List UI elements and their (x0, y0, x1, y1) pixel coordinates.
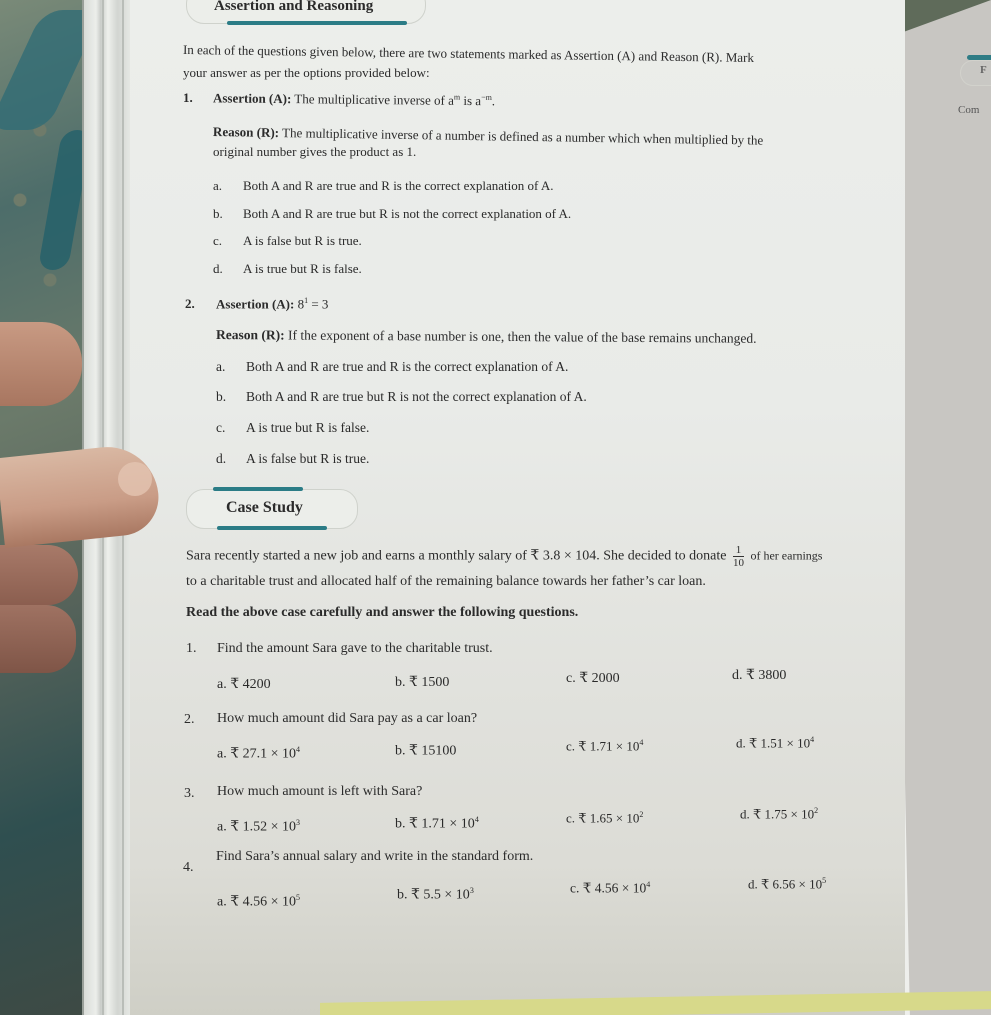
hand-finger (0, 322, 82, 406)
option-value: ₹ 1.75 × 10 (753, 806, 815, 822)
assertion-text: The multiplicative inverse of a (294, 91, 454, 108)
option-text: Both A and R are true but R is not the correct explanation of A. (243, 206, 572, 221)
option-value: ₹ 1.52 × 10 (230, 819, 297, 835)
thumb-nail (118, 462, 152, 496)
instructions-line-1: In each of the questions given below, there are two statements marked as Assertion (A) and Reason (R). Mark (182, 42, 755, 65)
option-label: b. (213, 206, 223, 221)
option-value: ₹ 1.71 × 10 (578, 738, 640, 754)
case-paragraph-text: Sara recently started a new job and earns a monthly salary of ₹ 3.8 × 104. She decided to donate (186, 548, 727, 564)
hand-finger (0, 605, 76, 673)
option-label: d. (216, 451, 227, 466)
option-label: d. (748, 876, 758, 892)
case-question-1-number: 1. (186, 641, 197, 656)
option-exponent: 5 (822, 876, 827, 885)
case-q4-option-c[interactable] (570, 880, 650, 897)
option-value: ₹ 1.65 × 10 (578, 810, 640, 826)
case-q3-option-b[interactable] (395, 815, 479, 833)
case-q3-option-d[interactable] (740, 806, 818, 822)
assertion-base: 8 (297, 296, 305, 312)
option-exponent: 3 (296, 818, 301, 827)
right-page-partial-text: Com (958, 104, 980, 116)
option-value: ₹ 4.56 × 10 (582, 880, 647, 896)
option-label: a. (217, 677, 227, 692)
option-text: A is true but R is false. (246, 420, 370, 435)
assertion-label: Assertion (A): (212, 90, 292, 107)
option-value: ₹ 1.51 × 10 (749, 735, 811, 751)
option-label: d. (736, 735, 746, 751)
ar-question-2-number: 2. (185, 296, 195, 311)
assertion-label: Assertion (A): (216, 296, 295, 312)
option-label: b. (216, 389, 227, 404)
assertion-end: . (491, 93, 496, 109)
option-value: ₹ 4200 (230, 677, 271, 692)
option-text: A is false but R is true. (246, 451, 370, 466)
ar-question-2-assertion (216, 296, 328, 312)
ar-q2-option-a[interactable] (216, 359, 568, 375)
case-paragraph-text: of her earnings (750, 548, 823, 563)
ar-q1-option-d[interactable] (213, 261, 362, 277)
option-label: c. (566, 738, 576, 754)
fraction-one-tenth (733, 544, 744, 569)
option-label: a. (217, 819, 227, 835)
case-q4-option-b[interactable] (397, 886, 474, 904)
instructions-line-2: your answer as per the options provided below: (183, 65, 430, 80)
option-label: a. (217, 894, 227, 910)
ar-q1-option-c[interactable] (213, 233, 362, 249)
case-q1-option-c[interactable] (566, 670, 620, 687)
option-label: b. (397, 887, 408, 903)
case-question-2-number: 2. (184, 712, 195, 727)
option-value: ₹ 27.1 × 10 (230, 746, 297, 762)
option-text: Both A and R are true but R is not the correct explanation of A. (246, 389, 587, 404)
assertion-exponent: 1 (304, 296, 309, 305)
option-exponent: 4 (474, 815, 479, 824)
case-q2-option-c[interactable] (566, 738, 643, 754)
case-q1-option-a[interactable] (217, 676, 271, 693)
option-exponent: 3 (469, 886, 474, 895)
option-label: c. (570, 880, 580, 896)
option-text: A is false but R is true. (243, 233, 362, 248)
option-exponent: 4 (296, 745, 301, 754)
option-label: c. (216, 420, 226, 435)
option-label: d. (740, 806, 750, 822)
case-paragraph-line-1 (186, 544, 822, 569)
hand-finger (0, 545, 78, 605)
option-label: b. (395, 743, 406, 759)
ar-question-1-number: 1. (183, 90, 193, 105)
case-question-3-text: How much amount is left with Sara? (217, 784, 423, 799)
option-exponent: 4 (646, 880, 651, 889)
assertion-exponent: m (453, 92, 461, 102)
option-value: ₹ 15100 (409, 743, 457, 759)
option-label: b. (395, 816, 406, 832)
case-question-3-number: 3. (184, 786, 195, 801)
option-value: ₹ 1.71 × 10 (409, 816, 475, 832)
option-value: ₹ 4.56 × 10 (230, 894, 297, 910)
reason-text: The multiplicative inverse of a number is defined as a number which when multiplied by the (281, 125, 764, 148)
case-question-2-text: How much amount did Sara pay as a car loan? (217, 711, 478, 726)
assertion-mid: is a (460, 92, 482, 109)
ar-question-1-assertion (213, 90, 495, 109)
option-exponent: 2 (639, 810, 644, 819)
ar-q2-option-b[interactable] (216, 389, 587, 405)
case-question-1-text: Find the amount Sara gave to the charitable trust. (217, 641, 493, 656)
fraction-denominator: 10 (732, 557, 744, 569)
case-q2-option-d[interactable] (736, 735, 814, 751)
option-exponent: 4 (639, 738, 644, 747)
case-q1-option-b[interactable] (395, 674, 449, 691)
ar-q1-option-a[interactable] (213, 178, 553, 194)
assertion-rest: = 3 (308, 296, 329, 312)
option-text: A is true but R is false. (243, 261, 362, 276)
option-value: ₹ 1500 (409, 675, 450, 690)
case-study-title: Case Study (226, 499, 303, 516)
right-page-pill-text: F (980, 64, 987, 76)
ar-q2-option-c[interactable] (216, 420, 369, 436)
option-exponent: 5 (296, 893, 301, 902)
option-value: ₹ 5.5 × 10 (411, 887, 470, 903)
option-value: ₹ 2000 (579, 671, 620, 686)
case-q2-option-a[interactable] (217, 745, 300, 763)
case-q4-option-d[interactable] (748, 876, 826, 892)
option-exponent: 2 (814, 806, 819, 815)
option-label: c. (566, 671, 576, 686)
case-q1-option-d[interactable] (732, 667, 786, 684)
option-text: Both A and R are true and R is the correct explanation of A. (246, 359, 569, 374)
case-q4-option-a[interactable] (217, 893, 300, 911)
ar-q2-option-d[interactable] (216, 451, 369, 467)
case-q2-option-b[interactable] (395, 742, 456, 760)
assertion-section-title: Assertion and Reasoning (214, 0, 374, 14)
reason-text: If the exponent of a base number is one, then the value of the base remains unchanged. (287, 327, 757, 346)
option-value: ₹ 3800 (746, 668, 787, 683)
option-label: c. (213, 233, 223, 248)
option-label: c. (566, 810, 576, 826)
case-q3-option-c[interactable] (566, 810, 643, 826)
ar-q1-option-b[interactable] (213, 206, 571, 222)
option-label: a. (213, 178, 223, 193)
assertion-exponent: −m (481, 92, 492, 102)
option-label: d. (213, 261, 223, 276)
option-exponent: 4 (810, 735, 815, 744)
option-text: Both A and R are true and R is the correct explanation of A. (243, 178, 554, 193)
case-question-4-number: 4. (183, 860, 194, 875)
ar-question-1-reason-line-2: original number gives the product as 1. (213, 144, 417, 159)
case-read-instruction: Read the above case carefully and answer the following questions. (186, 605, 579, 620)
case-question-4-text: Find Sara’s annual salary and write in the standard form. (216, 849, 534, 864)
option-label: a. (216, 359, 226, 374)
case-q3-option-a[interactable] (217, 818, 300, 836)
option-label: a. (217, 746, 227, 762)
case-paragraph-line-2: to a charitable trust and allocated half of the remaining balance towards her father’s car loan. (186, 574, 706, 589)
option-value: ₹ 6.56 × 10 (761, 876, 823, 892)
reason-label: Reason (R): (212, 124, 280, 141)
option-label: b. (395, 675, 406, 690)
fraction-numerator: 1 (733, 544, 744, 557)
reason-label: Reason (R): (215, 327, 285, 343)
option-label: d. (732, 668, 743, 683)
